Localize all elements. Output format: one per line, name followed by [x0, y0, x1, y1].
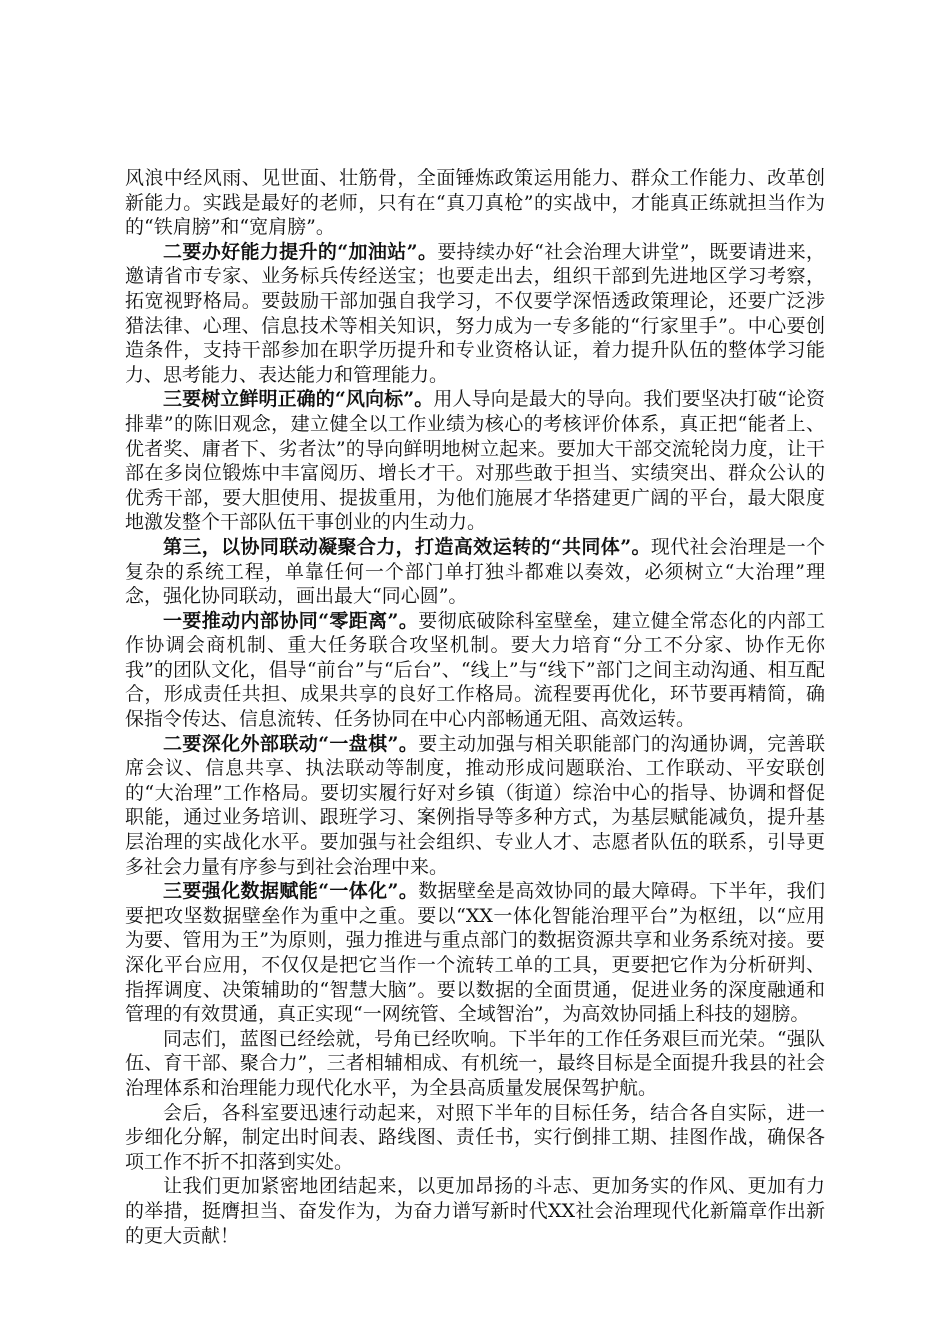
document-page [125, 166, 825, 1248]
paragraph-5-body: 要彻底破除科室壁垒，建立健全常态化的内部工作协调会商机制、重大任务联合攻坚机制。要大力培育“分工不分家、协作无你我”的团队文化，倡导“前台”与“后台”、“线上”与“线下”部门之间主动沟通、相互配合，形成责任共担、成果共享的良好工作格局。流程要再优化，环节要再精简，确保指令传达、信息流转、任务协同在中心内部畅通无阻、高效运转。 [125, 609, 825, 731]
paragraph-5 [125, 609, 825, 732]
paragraph-3-body: 用人导向是最大的导向。我们要坚决打破“论资排辈”的陈旧观念，建立健全以工作业绩为核心的考核评价体系，真正把“能者上、优者奖、庸者下、劣者汰”的导向鲜明地树立起来。要加大干部交流轮岗力度，让干部在多岗位锻炼中丰富阅历、增长才干。对那些敢于担当、实绩突出、群众公认的优秀干部，要大胆使用、提拔重用，为他们施展才华搭建更广阔的平台，最大限度地激发整个干部队伍干事创业的内生动力。 [125, 388, 825, 534]
paragraph-6-body: 要主动加强与相关职能部门的沟通协调，完善联席会议、信息共享、执法联动等制度，推动形成问题联治、工作联动、平安联创的“大治理”工作格局。要切实履行好对乡镇（街道）综治中心的指导、协调和督促职能，通过业务培训、跟班学习、案例指导等多种方式，为基层赋能减负，提升基层治理的实战化水平。要加强与社会组织、专业人才、志愿者队伍的联系，引导更多社会力量有序参与到社会治理中来。 [125, 732, 825, 878]
paragraph-3-lead: 三要树立鲜明正确的“风向标”。 [163, 388, 434, 411]
paragraph-10-body: 让我们更加紧密地团结起来，以更加昂扬的斗志、更加务实的作风、更加有力的举措，挺膺担当、奋发作为，为奋力谱写新时代XX社会治理现代化新篇章作出新的更大贡献！ [125, 1175, 825, 1247]
paragraph-2-lead: 二要办好能力提升的“加油站”。 [163, 240, 438, 263]
paragraph-4-lead: 第三，以协同联动凝聚合力，打造高效运转的“共同体”。 [163, 535, 651, 558]
paragraph-9-body: 会后，各科室要迅速行动起来，对照下半年的目标任务，结合各自实际，进一步细化分解，制定出时间表、路线图、责任书，实行倒排工期、挂图作战，确保各项工作不折不扣落到实处。 [125, 1101, 825, 1173]
paragraph-10 [125, 1174, 825, 1248]
paragraph-4 [125, 535, 825, 609]
paragraph-7 [125, 879, 825, 1027]
paragraph-8 [125, 1027, 825, 1101]
paragraph-6-lead: 二要深化外部联动“一盘棋”。 [163, 732, 419, 755]
paragraph-3 [125, 387, 825, 535]
paragraph-6 [125, 732, 825, 880]
paragraph-9 [125, 1101, 825, 1175]
paragraph-2-body: 要持续办好“社会治理大讲堂”，既要请进来，邀请省市专家、业务标兵传经送宝；也要走出去，组织干部到先进地区学习考察，拓宽视野格局。要鼓励干部加强自我学习，不仅要学深悟透政策理论，还要广泛涉猎法律、心理、信息技术等相关知识，努力成为一专多能的“行家里手”。中心要创造条件，支持干部参加在职学历提升和专业资格认证，着力提升队伍的整体学习能力、思考能力、表达能力和管理能力。 [125, 240, 825, 386]
paragraph-1-body: 风浪中经风雨、见世面、壮筋骨，全面锤炼政策运用能力、群众工作能力、改革创新能力。实践是最好的老师，只有在“真刀真枪”的实战中，才能真正练就担当作为的“铁肩膀”和“宽肩膀”。 [125, 167, 825, 239]
paragraph-5-lead: 一要推动内部协同“零距离”。 [163, 609, 419, 632]
paragraph-1 [125, 166, 825, 240]
paragraph-4-body: 现代社会治理是一个复杂的系统工程，单靠任何一个部门单打独斗都难以奏效，必须树立“大治理”理念，强化协同联动，画出最大“同心圆”。 [125, 535, 825, 608]
paragraph-2 [125, 240, 825, 388]
paragraph-8-body: 同志们，蓝图已经绘就，号角已经吹响。下半年的工作任务艰巨而光荣。“强队伍、育干部、聚合力”，三者相辅相成、有机统一，最终目标是全面提升我县的社会治理体系和治理能力现代化水平，为全县高质量发展保驾护航。 [125, 1027, 825, 1099]
paragraph-7-lead: 三要强化数据赋能“一体化”。 [163, 880, 419, 903]
paragraph-7-body: 数据壁垒是高效协同的最大障碍。下半年，我们要把攻坚数据壁垒作为重中之重。要以“XX一体化智能治理平台”为枢纽，以“应用为要、管用为王”为原则，强力推进与重点部门的数据资源共享和业务系统对接。要深化平台应用，不仅仅是把它当作一个流转工单的工具，更要把它作为分析研判、指挥调度、决策辅助的“智慧大脑”。要以数据的全面贯通，促进业务的深度融通和管理的有效贯通，真正实现“一网统管、全域智治”，为高效协同插上科技的翅膀。 [125, 880, 825, 1026]
